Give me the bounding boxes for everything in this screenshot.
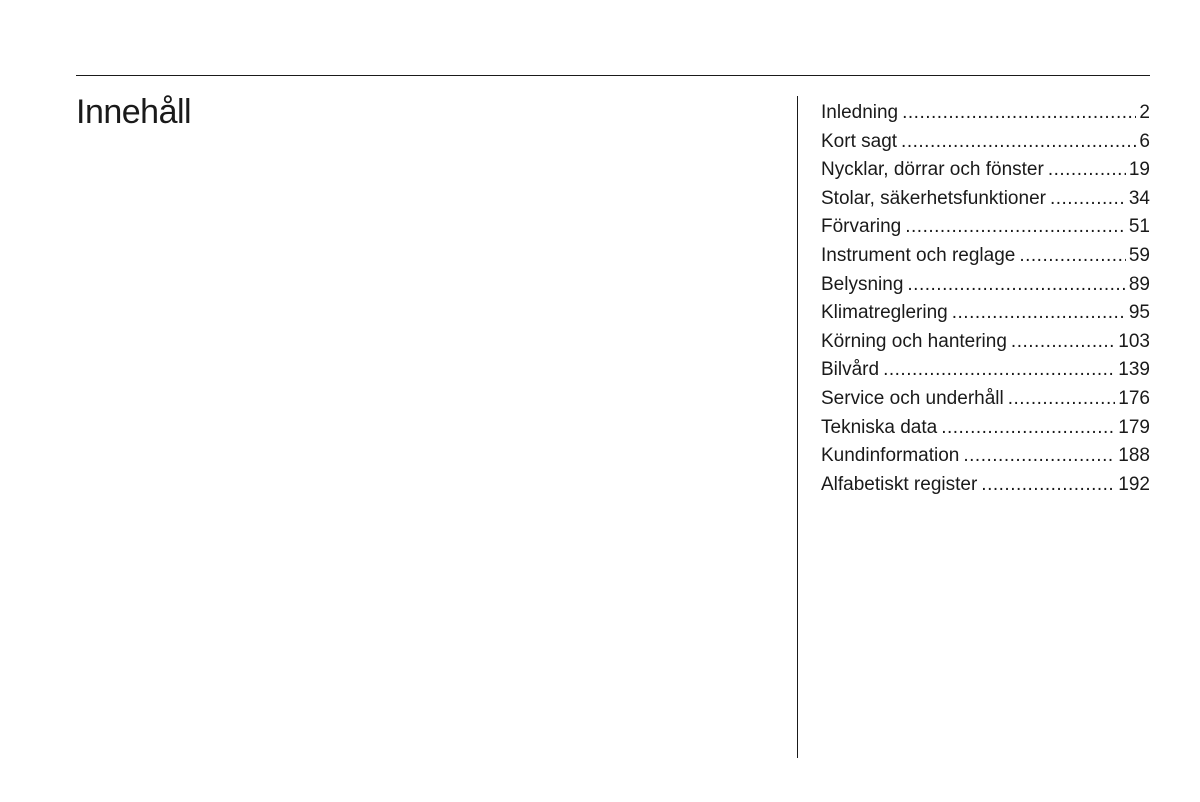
toc-entry-page: 59 [1128, 244, 1150, 266]
toc-dot-leader [952, 299, 1126, 328]
toc-dot-leader [901, 128, 1136, 157]
toc-dot-leader [963, 442, 1115, 471]
toc-entry-kundinformation[interactable] [821, 442, 1150, 471]
toc-entry-label: Stolar, säkerhetsfunktioner [821, 187, 1046, 209]
toc-entry-stolar-sakerhetsfunktioner[interactable] [821, 185, 1150, 214]
toc-entry-page: 103 [1118, 330, 1150, 352]
header-rule [76, 75, 1150, 76]
toc-dot-leader [905, 213, 1126, 242]
toc-dot-leader [1008, 385, 1116, 414]
toc-entry-alfabetiskt-register[interactable] [821, 471, 1150, 500]
toc-dot-leader [941, 414, 1115, 443]
toc-entry-label: Alfabetiskt register [821, 473, 978, 495]
toc-entry-forvaring[interactable] [821, 213, 1150, 242]
toc-entry-korning-och-hantering[interactable] [821, 328, 1150, 357]
toc-dot-leader [883, 356, 1115, 385]
toc-entry-service-och-underhall[interactable] [821, 385, 1150, 414]
toc-entry-label: Inledning [821, 102, 899, 123]
toc-entry-bilvard[interactable] [821, 356, 1150, 385]
toc-entry-page: 179 [1118, 416, 1150, 438]
toc-dot-leader [1048, 156, 1126, 185]
toc-entry-page: 139 [1118, 359, 1150, 381]
toc-entry-kort-sagt[interactable] [821, 128, 1150, 157]
toc-entry-page: 176 [1118, 387, 1150, 409]
toc-entry-instrument-och-reglage[interactable] [821, 242, 1150, 271]
toc-entry-page: 19 [1128, 159, 1150, 181]
toc-entry-page: 6 [1139, 130, 1150, 152]
toc-entry-label: Belysning [821, 273, 904, 295]
toc-dot-leader [1050, 185, 1126, 214]
toc-entry-label: Tekniska data [821, 416, 938, 438]
toc-entry-page: 188 [1118, 445, 1150, 467]
toc-entry-label: Nycklar, dörrar och fönster [821, 159, 1044, 181]
toc-entry-nycklar-dorrar-och-fonster[interactable] [821, 156, 1150, 185]
toc-entry-label: Service och underhåll [821, 387, 1004, 409]
toc-entry-label: Kundinformation [821, 445, 960, 467]
toc-entry-page: 95 [1128, 302, 1150, 324]
toc-dot-leader [981, 471, 1115, 500]
toc-entry-label: Bilvård [821, 359, 880, 381]
toc-entry-belysning[interactable] [821, 271, 1150, 300]
toc-entry-label: Förvaring [821, 216, 902, 238]
toc-dot-leader [1019, 242, 1126, 271]
toc-entry-label: Klimatreglering [821, 302, 948, 324]
toc-dot-leader [902, 99, 1136, 128]
page-title: Innehåll [76, 93, 192, 131]
toc-entry-page: 192 [1118, 473, 1150, 495]
toc-entry-label: Instrument och reglage [821, 244, 1016, 266]
column-divider [797, 96, 798, 758]
toc-entry-page: 34 [1128, 187, 1150, 209]
toc-entry-label: Körning och hantering [821, 330, 1007, 352]
toc-entry-page: 2 [1139, 102, 1150, 123]
toc-entry-inledning[interactable] [821, 99, 1150, 128]
toc-dot-leader [907, 271, 1125, 300]
table-of-contents [821, 99, 1150, 499]
toc-entry-klimatreglering[interactable] [821, 299, 1150, 328]
toc-entry-page: 51 [1128, 216, 1150, 238]
toc-entry-page: 89 [1128, 273, 1150, 295]
toc-entry-tekniska-data[interactable] [821, 414, 1150, 443]
toc-dot-leader [1011, 328, 1115, 357]
toc-entry-label: Kort sagt [821, 130, 898, 152]
